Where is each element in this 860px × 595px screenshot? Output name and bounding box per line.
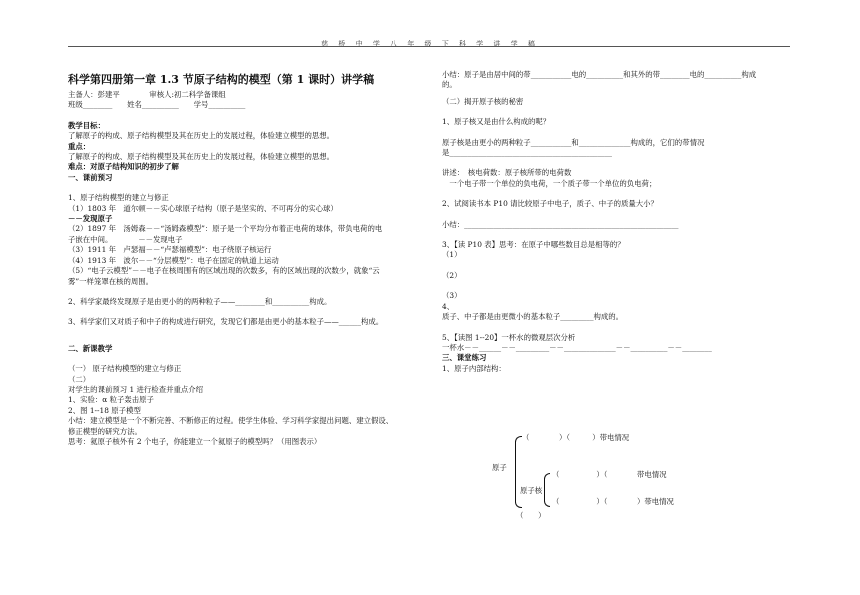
doc-title: 科学第四册第一章 1.3 节原子结构的模型（第 1 课时）讲学稿: [68, 73, 375, 86]
bottom-blank: （ ）: [516, 511, 546, 520]
goals-heading: 教学目标：: [68, 120, 105, 130]
header-rule: [68, 46, 790, 47]
nucleus-label: 原子核: [520, 486, 543, 495]
think-line: 思考：氦原子核外有 2 个电子，你能建立一个氦原子的模型吗？（用图表示）: [68, 436, 322, 446]
q1-1: （1）1803 年 道尔顿－－实心球原子结构（原子是坚实的、不可再分的实心球）: [68, 203, 338, 213]
q1-4: （4）1913 年 波尔－－“分层模型”：电子在固定的轨道上运动: [68, 255, 279, 265]
section-2-heading: 二、新课教学: [68, 343, 113, 353]
atom-label: 原子: [492, 463, 507, 472]
atom-brace: [515, 436, 522, 508]
nucleus-brace: [544, 473, 550, 507]
proton-blank: （ ）（ 带电情况: [552, 470, 667, 479]
r-q4: 4、: [442, 301, 455, 311]
right-column: [442, 70, 790, 374]
section-3-heading: 三、课堂练习: [442, 353, 487, 363]
difficulty-line: 难点：对原子结构知识的初步了解: [68, 162, 179, 172]
r-q1: 1、原子核又是由什么构成的呢？: [442, 117, 551, 127]
r-q3-2: （2）: [442, 270, 462, 280]
r-section-nucleus: （二）揭开原子核的秘密: [442, 96, 524, 106]
page-header: 慈 桥 中 学 八 年 级 下 科 学 讲 学 稿: [321, 40, 539, 48]
r-q1-text-b: 是____________________________________________: [442, 148, 612, 158]
q1-2b: 子嵌在中间。 －－发现电子: [68, 234, 183, 244]
practice-1: 1、原子内部结构：: [442, 363, 506, 373]
neutron-blank: （ ）（ ）带电情况: [552, 497, 674, 506]
r-q3-3: （3）: [442, 291, 462, 301]
q1: 1、原子结构模型的建立与修正: [68, 193, 169, 203]
new-lesson-4: 1、实验：α 粒子轰击原子: [68, 395, 154, 405]
section-1-heading: 一、课前预习: [68, 172, 113, 182]
r-q3-1: （1）: [442, 250, 462, 260]
key-text: 了解原子的构成、原子结构模型及其在历史上的发展过程，体验建立模型的思想。: [68, 152, 335, 162]
r-q1-text: 原子核是由更小的两种粒子___________和______________构成的，它们的带情况: [442, 137, 705, 147]
goals-text: 了解原子的构成、原子结构模型及其在历史上的发展过程，体验建立模型的思想。: [68, 131, 335, 141]
r-q3: 3、【读 P10 表】思考：在原子中哪些数目总是相等的？: [442, 240, 625, 250]
q1-2: （2）1897 年 汤姆森－－“汤姆森模型”：原子是一个平均分布着正电荷的球体，带负电荷的电: [68, 224, 383, 234]
atom-structure-diagram: [490, 430, 790, 520]
q3: 3、科学家们又对质子和中子的构成进行研究，发现它们都是由更小的基本粒子——______构成。: [68, 317, 384, 327]
new-lesson-3: 对学生的课前预习 1 进行检查并重点介绍: [68, 384, 204, 394]
r-summary-b: 的。: [442, 80, 457, 90]
q1-1b: －－发现原子: [68, 214, 113, 224]
class-line: 班级________ 姓名__________ 学号__________: [68, 100, 246, 110]
r-summary: 小结：原子是由居中间的带___________电的__________和其外的带________电的__________构成: [442, 70, 757, 79]
r-q4-text: 质子、中子都是由更微小的基本粒子_________构成的。: [442, 312, 624, 322]
r-lecture: 讲述： 核电荷数：原子核所带的电荷数: [442, 168, 572, 178]
q1-3: （3）1911 年 卢瑟福－－“卢瑟福模型”：电子绕原子核运行: [68, 245, 272, 255]
r-lecture-b: 一个电子带一个单位的负电荷，一个质子带一个单位的负电荷；: [442, 178, 657, 188]
left-column: [68, 70, 418, 447]
q1-5b: 雾”一样笼罩在核的周围。: [68, 276, 154, 286]
new-lesson-5: 2、图 1--18 原子模型: [68, 405, 141, 415]
new-lesson-2: （二）: [68, 374, 91, 384]
r-q5: 5、【读图 1--20】一杯水的微观层次分析: [442, 332, 576, 342]
key-heading: 重点：: [68, 141, 91, 151]
author-line: 主备人：彭建平 审核人:初二科学备课组: [68, 90, 226, 99]
new-lesson-1: （一） 原子结构模型的建立与修正: [68, 364, 182, 374]
electron-blank: （ ）（ ）带电情况: [522, 433, 630, 442]
r-q2: 2、试阅读书本 P10 请比较原子中电子，质子、中子的质量大小？: [442, 199, 658, 209]
q2: 2、科学家最终发现原子是由更小的的两种粒子——________和__________构成。: [68, 296, 332, 306]
summary-line-b: 修正模型的研究方法。: [68, 426, 142, 436]
r-q2-summary: 小结：__________________________________________________________: [442, 219, 679, 229]
q1-5: （5）“电子云模型”－－电子在核周围有的区域出现的次数多，有的区域出现的次数少，就象“云: [68, 266, 380, 276]
r-q5-text: 一杯水－－______－－_________－－______________－－__________－－________: [442, 342, 712, 352]
summary-line: 小结：建立模型是一个不断完善、不断修正的过程。使学生体验、学习科学家提出问题、建立假设、: [68, 416, 394, 426]
